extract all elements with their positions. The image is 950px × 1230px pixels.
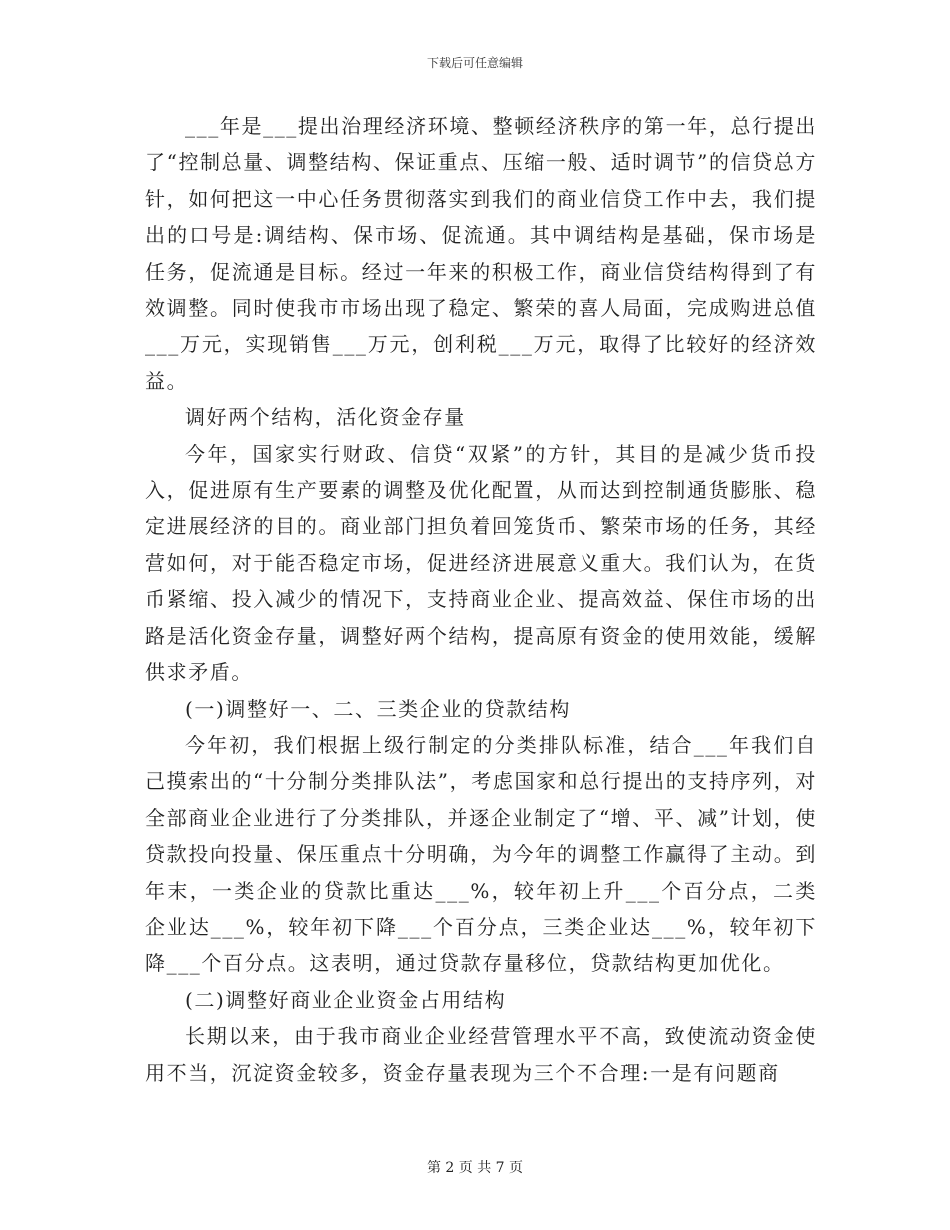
paragraph-intro: ___年是___提出治理经济环境、整顿经济秩序的第一年，总行提出了“控制总量、调整结构、保证重点、压缩一般、适时调节”的信贷总方针，如何把这一中心任务贯彻落实到我们的商业信贷工作中去，我们提出的口号是:调结构、保市场、促流通。其中调结构是基础，保市场是任务，促流通是目标。经过一年来的积极工作，商业信贷结构得到了有效调整。同时使我市市场出现了稳定、繁荣的喜人局面，完成购进总值___万元，实现销售___万元，创利税___万元，取得了比较好的经济效益。 (145, 114, 817, 393)
document-body (145, 108, 817, 1091)
page-number: 第 2 页 共 7 页 (426, 1160, 524, 1176)
paragraph-capital-structure: 长期以来，由于我市商业企业经营管理水平不高，致使流动资金使用不当，沉淀资金较多，资金存量表现为三个不合理:一是有问题商 (145, 1024, 817, 1085)
paragraph-policy: 今年，国家实行财政、信贷“双紧”的方针，其目的是减少货币投入，促进原有生产要素的调整及优化配置，从而达到控制通货膨胀、稳定进展经济的目的。商业部门担负着回笼货币、繁荣市场的任务，其经营如何，对于能否稳定市场，促进经济进展意义重大。我们认为，在货币紧缩、投入减少的情况下，支持商业企业、提高效益、保住市场的出路是活化资金存量，调整好两个结构，提高原有资金的使用效能，缓解供求矛盾。 (145, 441, 817, 685)
subsection-heading-1: (一)调整好一、二、三类企业的贷款结构 (185, 696, 572, 721)
subsection-heading-2: (二)调整好商业企业资金占用结构 (185, 987, 507, 1012)
page-header: 下载后可任意编辑 (426, 56, 523, 70)
section-heading: 调好两个结构，活化资金存量 (185, 405, 466, 430)
paragraph-loan-structure: 今年初，我们根据上级行制定的分类排队标准，结合___年我们自己摸索出的“十分制分类排队法”，考虑国家和总行提出的支持序列，对全部商业企业进行了分类排队，并逐企业制定了“增、平、减”计划，使贷款投向投量、保压重点十分明确，为今年的调整工作赢得了主动。到年末，一类企业的贷款比重达___%，较年初上升___个百分点，二类企业达___%，较年初下降___个百分点，三类企业达___%，较年初下降___个百分点。这表明，通过贷款存量移位，贷款结构更加优化。 (145, 732, 817, 976)
